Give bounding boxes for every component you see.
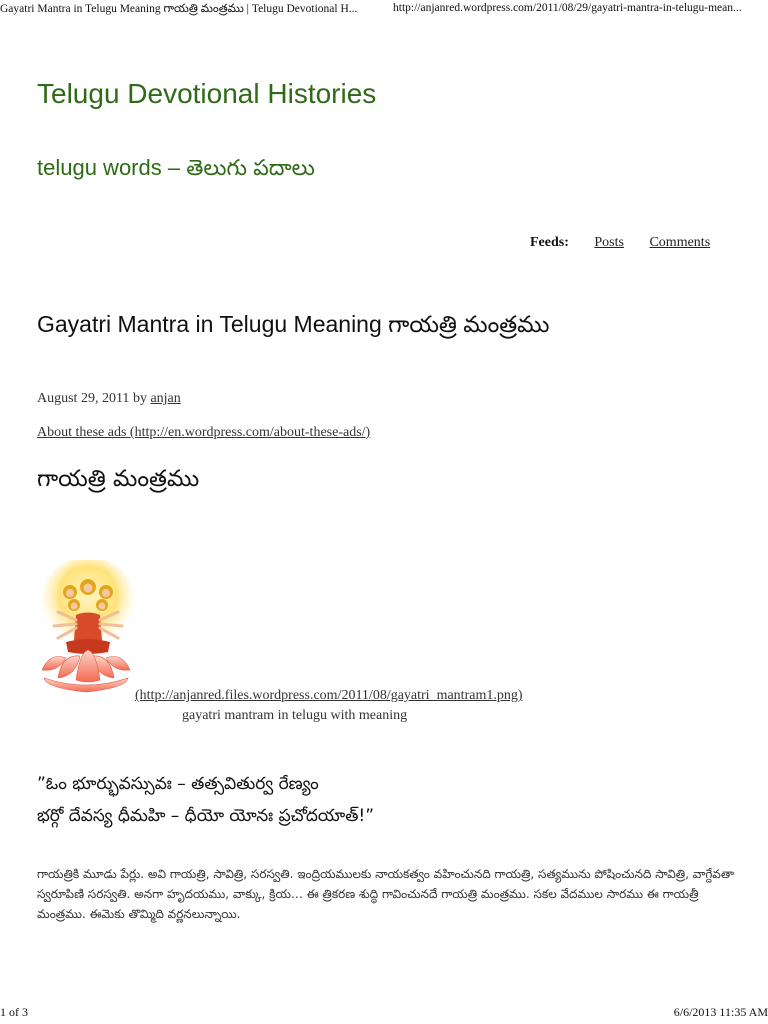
- page-count: 1 of 3: [0, 1005, 28, 1019]
- feeds-bar: [530, 235, 710, 251]
- mantra-line-2: భర్గో దేవస్య ధీమహి – ధీయో యోనః ప్రచోదయాత్!”: [37, 806, 375, 826]
- site-title[interactable]: Telugu Devotional Histories: [37, 78, 377, 109]
- image-caption: gayatri mantram in telugu with meaning: [182, 708, 408, 723]
- post-date: August 29, 2011: [37, 391, 130, 406]
- mantra-text: [37, 768, 374, 832]
- about-ads-link[interactable]: About these ads (http://en.wordpress.com/about-these-ads/): [37, 425, 371, 440]
- post-author-link[interactable]: anjan: [150, 391, 181, 406]
- image-source-link[interactable]: (http://anjanred.files.wordpress.com/2011/08/gayatri_mantram1.png): [135, 688, 523, 703]
- site-tagline: telugu words – తెలుగు పదాలు: [37, 155, 315, 180]
- mantra-line-1: ”ఓం భూర్భువస్సువః – తత్సవితుర్వ రేణ్యం: [37, 774, 319, 794]
- post-meta: [37, 391, 181, 407]
- section-heading: గాయత్రి మంత్రము: [37, 466, 200, 492]
- meaning-paragraph: గాయత్రికి మూడు పేర్లు. అవి గాయత్రి, సావిత్రి, సరస్వతి. ఇంద్రియములకు నాయకత్వం వహించునది గాయత్రి, సత్యమును పోషించునది సావిత్రి, వాగ్దేవతా స్వరూపిణి సరస్వతి. అనగా హృదయము, వాక్కు, క్రియ… ఈ త్రికరణ శుద్ధి గావించునదే గాయత్రి మంత్రము. సకల వేదముల సారము ఈ గాయత్రీ మంత్రము. ఈమెకు తొమ్మిది వర్ణనలున్నాయి.: [37, 867, 734, 921]
- goddess-image[interactable]: [36, 560, 136, 700]
- print-header-title: Gayatri Mantra in Telugu Meaning గాయత్రి మంత్రము | Telugu Devotional H...: [0, 3, 358, 15]
- post-title: Gayatri Mantra in Telugu Meaning గాయత్రి మంత్రము: [37, 311, 550, 337]
- print-datetime: 6/6/2013 11:35 AM: [673, 1005, 768, 1019]
- feeds-comments-link[interactable]: Comments: [649, 235, 711, 250]
- feeds-posts-link[interactable]: Posts: [594, 235, 624, 250]
- print-header-url: http://anjanred.wordpress.com/2011/08/29/gayatri-mantra-in-telugu-mean...: [393, 2, 742, 14]
- feeds-label: Feeds:: [530, 235, 569, 250]
- gayatri-goddess-icon: [36, 560, 136, 700]
- post-by: by: [132, 391, 147, 406]
